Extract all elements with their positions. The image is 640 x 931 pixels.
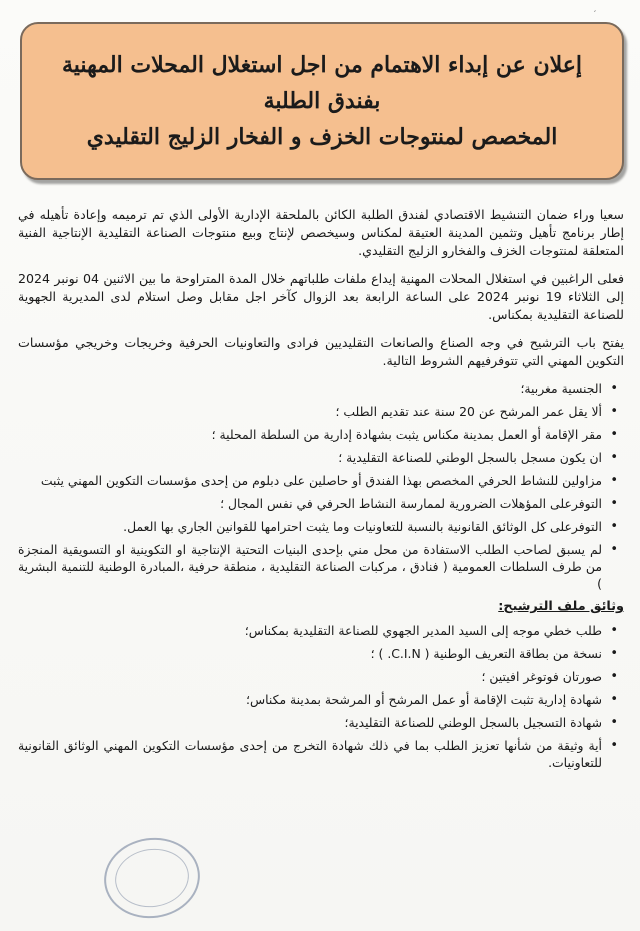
document-item: • طلب خطي موجه إلى السيد المدير الجهوي للصناعة التقليدية بمكناس؛ (18, 622, 624, 639)
title-line-3: المخصص لمنتوجات الخزف و الفخار الزليج التقليدي (86, 124, 558, 150)
document-item: • أية وثيقة من شأنها تعزيز الطلب بما في ذلك شهادة التخرج من إحدى مؤسسات التكوين المهني الوثائق القانونية للتعاونيات. (18, 737, 624, 771)
condition-item: • ألا يقل عمر المرشح عن 20 سنة عند تقديم الطلب ؛ (18, 403, 624, 420)
condition-item: • لم يسبق لصاحب الطلب الاستفادة من محل مني بإحدى البنيات التحتية الإنتاجية او التكوينية او التسويقية المنجزة من طرف السلطات العمومية ( فنادق ، مركبات الصناعة التقليدية ، منطقة حرفية ،المبادرة الوطنية للتنمية البشرية ) (18, 541, 624, 592)
title-line-1: إعلان عن إبداء الاهتمام من اجل استغلال المحلات المهنية (62, 52, 582, 78)
documents-list (18, 622, 624, 771)
documents-heading: وثائق ملف الترشيح: (498, 599, 624, 614)
document-item: • شهادة إدارية تثبت الإقامة أو عمل المرشح أو المرشحة بمدينة مكناس؛ (18, 691, 624, 708)
conditions-list (18, 380, 624, 592)
announcement-body (18, 206, 624, 777)
condition-item: • الجنسية مغربية؛ (18, 380, 624, 397)
condition-item: • مقر الإقامة أو العمل بمدينة مكناس يثبت بشهادة إدارية من السلطة المحلية ؛ (18, 426, 624, 443)
document-item: • صورتان فوتوغر افيتين ؛ (18, 668, 624, 685)
intro-paragraph-3 (18, 334, 624, 370)
document-item: • شهادة التسجيل بالسجل الوطني للصناعة التقليدية؛ (18, 714, 624, 731)
intro-text-3: يفتح باب الترشيح في وجه الصناع والصانعات التقليديين فرادى والتعاونيات الحرفية وخريجات وخريجي مؤسسات التكوين المهني التي تتوفرفيهم الشروط التالية. (18, 335, 624, 368)
title-line-2: بفندق الطلبة (263, 88, 381, 114)
condition-item: • مزاولين للنشاط الحرفي المخصص بهذا الفندق أو حاصلين على دبلوم من إحدى مؤسسات التكوين المهني يثبت (18, 472, 624, 489)
title-box (20, 22, 624, 180)
condition-item: • التوفرعلى كل الوثائق القانونية بالنسبة للتعاونيات وما يثبت احترامها للقوانين الجاري بها العمل. (18, 518, 624, 535)
intro-paragraph-1 (18, 206, 624, 260)
stamp-inner-ring (111, 844, 192, 912)
intro-paragraph-2 (18, 270, 624, 324)
condition-item: • ان يكون مسجل بالسجل الوطني للصناعة التقليدية ؛ (18, 449, 624, 466)
condition-item: • التوفرعلى المؤهلات الضرورية لممارسة النشاط الحرفي في نفس المجال ؛ (18, 495, 624, 512)
intro-text-2: فعلى الراغبين في استغلال المحلات المهنية إيداع ملفات طلباتهم خلال المدة المتراوحة ما بين الاثنين 04 نونبر 2024 إلى الثلاثاء 19 نونبر 2024 على الساعة الرابعة بعد الزوال كآخر اجل مقابل وصل استلام لدى المديرية الجهوية للصناعة التقليدية بمكناس. (18, 271, 625, 322)
document-item: • نسخة من بطاقة التعريف الوطنية ( C.I.N. ) ؛ (18, 645, 624, 662)
intro-text-1: سعيا وراء ضمان التنشيط الاقتصادي لفندق الطلبة الكائن بالملحقة الإدارية الأولى الذي تم ترميمه وإعادة تأهيله في إطار برنامج تأهيل وتثمين المدينة العتيقة لمكناس وسيخصص لإنتاج وبيع منتوجات الصناعة التقليدية الإنتاجية الفنية المتعلقة لمنتوجات الخزف والفخارو الزليج التقليدي. (18, 207, 624, 258)
corner-mark: ′ (594, 10, 597, 20)
official-stamp (99, 832, 205, 925)
